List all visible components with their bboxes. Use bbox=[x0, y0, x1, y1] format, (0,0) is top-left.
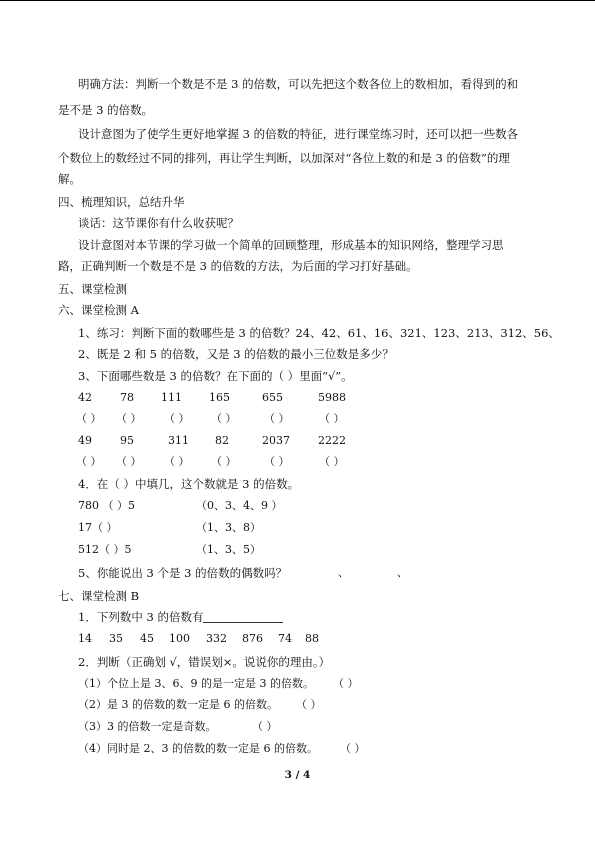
section-4-design-line-1: 设计意图对本节课的学习做一个简单的回顾整理，形成基本的知识网络，整理学习思 bbox=[78, 238, 504, 252]
q3-answer-paren[interactable]: （ ） bbox=[164, 455, 190, 468]
design-intent-line-2: 个数位上的数经过不同的排列，再让学生判断，以加深对“各位上数的和是 3 的倍数”的理 bbox=[58, 151, 510, 165]
q3-answer-paren[interactable]: （ ） bbox=[76, 412, 102, 425]
section-6-q3: 3、下面哪些数是 3 的倍数？在下面的（ ）里面“√”。 bbox=[78, 369, 353, 383]
design-intent-line-1: 设计意图为了使学生更好地掌握 3 的倍数的特征，进行课堂练习时，还可以把一些数各 bbox=[78, 127, 519, 141]
header-rule bbox=[0, 0, 595, 1]
q1-number: 14 bbox=[78, 632, 92, 645]
q3-answer-paren[interactable]: （ ） bbox=[76, 455, 102, 468]
q3-number: 111 bbox=[161, 391, 182, 404]
page-number: 3 / 4 bbox=[284, 769, 311, 781]
q3-number: 5988 bbox=[318, 391, 346, 404]
q3-number: 2222 bbox=[318, 434, 346, 447]
section-6-q5: 5、你能说出 3 个是 3 的倍数的偶数吗？ bbox=[78, 566, 288, 580]
q3-number: 655 bbox=[262, 391, 283, 404]
q1-number: 332 bbox=[206, 632, 227, 645]
method-line-2: 是不是 3 的倍数。 bbox=[58, 103, 154, 117]
q3-number: 78 bbox=[120, 391, 134, 404]
q3-answer-paren[interactable]: （ ） bbox=[116, 455, 142, 468]
q3-number: 2037 bbox=[262, 434, 290, 447]
q4-number-blank[interactable]: 780 （ ）5 bbox=[78, 499, 135, 512]
q3-number: 95 bbox=[120, 434, 134, 447]
section-7-q1: 1．下列数中 3 的倍数有 bbox=[78, 610, 204, 624]
q1-number: 100 bbox=[169, 632, 190, 645]
q5-separator: 、 bbox=[397, 566, 408, 579]
q3-answer-paren[interactable]: （ ） bbox=[319, 455, 345, 468]
judge-answer-paren[interactable]: （ ） bbox=[340, 742, 366, 755]
judge-answer-paren[interactable]: （ ） bbox=[296, 698, 322, 711]
section-6-heading: 六、课堂检测 A bbox=[58, 303, 139, 317]
section-7-q1-answer-blank[interactable] bbox=[203, 622, 283, 623]
section-4-design-line-2: 路，正确判断一个数是不是 3 的倍数的方法，为后面的学习打好基础。 bbox=[58, 259, 418, 273]
section-7-q2: 2．判断（正确划 √，错误划×。说说你的理由。） bbox=[78, 655, 331, 669]
q3-answer-paren[interactable]: （ ） bbox=[164, 412, 190, 425]
q3-answer-paren[interactable]: （ ） bbox=[319, 412, 345, 425]
method-line-1: 明确方法：判断一个数是不是 3 的倍数，可以先把这个数各位上的数相加，看得到的和 bbox=[78, 77, 519, 91]
q1-number: 88 bbox=[305, 632, 319, 645]
q4-options: （1、3、5） bbox=[196, 543, 261, 556]
q1-number: 35 bbox=[109, 632, 123, 645]
q3-answer-paren[interactable]: （ ） bbox=[116, 412, 142, 425]
judge-answer-paren[interactable]: （ ） bbox=[252, 720, 278, 733]
design-intent-line-3: 解。 bbox=[58, 172, 81, 186]
q5-separator: 、 bbox=[338, 566, 349, 579]
q1-number: 45 bbox=[140, 632, 154, 645]
q3-number: 49 bbox=[78, 434, 92, 447]
section-5-heading: 五、课堂检测 bbox=[58, 282, 127, 296]
q3-answer-paren[interactable]: （ ） bbox=[211, 412, 237, 425]
q3-number: 311 bbox=[168, 434, 189, 447]
q4-number-blank[interactable]: 512（ ）5 bbox=[78, 543, 132, 556]
q3-number: 165 bbox=[209, 391, 230, 404]
q1-number: 876 bbox=[242, 632, 263, 645]
judge-statement: （4）同时是 2、3 的倍数的数一定是 6 的倍数。 bbox=[78, 742, 318, 755]
q4-options: （1、3、8） bbox=[196, 521, 261, 534]
q3-number: 82 bbox=[215, 434, 229, 447]
q3-answer-paren[interactable]: （ ） bbox=[264, 412, 290, 425]
section-6-q4: 4．在（ ）中填几，这个数就是 3 的倍数。 bbox=[78, 477, 300, 491]
section-7-heading: 七、课堂检测 B bbox=[58, 589, 140, 603]
judge-statement: （2）是 3 的倍数的数一定是 6 的倍数。 bbox=[78, 698, 278, 711]
section-4-heading: 四、梳理知识，总结升华 bbox=[58, 195, 185, 209]
section-6-q1: 1、练习：判断下面的数哪些是 3 的倍数？24、42、61、16、321、123、213、312、56、 bbox=[78, 326, 560, 340]
section-4-talk: 谈话：这节课你有什么收获呢？ bbox=[78, 216, 239, 230]
q1-number: 74 bbox=[278, 632, 292, 645]
q4-options: （0、3、4、9 ） bbox=[196, 499, 283, 512]
q3-answer-paren[interactable]: （ ） bbox=[264, 455, 290, 468]
judge-answer-paren[interactable]: （ ） bbox=[333, 677, 359, 690]
judge-statement: （3）3 的倍数一定是奇数。 bbox=[78, 720, 217, 733]
q3-number: 42 bbox=[78, 391, 92, 404]
q4-number-blank[interactable]: 17（ ） bbox=[78, 521, 118, 534]
section-6-q2: 2、既是 2 和 5 的倍数，又是 3 的倍数的最小三位数是多少？ bbox=[78, 347, 394, 361]
judge-statement: （1）个位上是 3、6、9 的是一定是 3 的倍数。 bbox=[78, 677, 314, 690]
q3-answer-paren[interactable]: （ ） bbox=[211, 455, 237, 468]
